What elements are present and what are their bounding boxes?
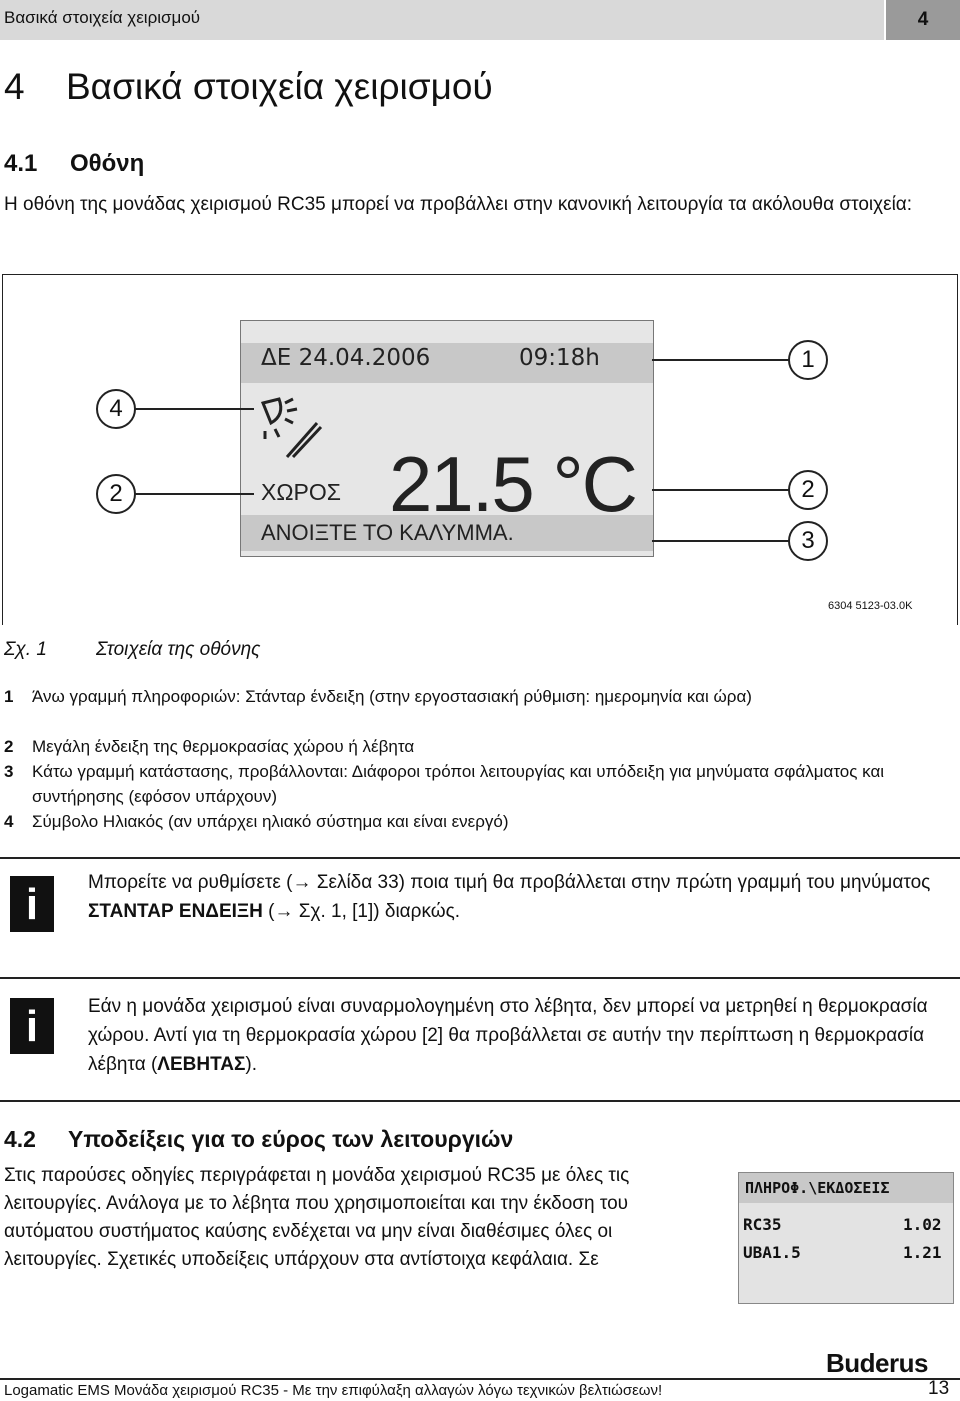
legend-key: 1	[4, 687, 14, 706]
version-row-value: 1.21	[903, 1243, 942, 1262]
legend-key: 3	[4, 762, 14, 781]
display-title: ΠΛΗΡΟΦ.\ΕΚΔΟΣΕΙΣ	[745, 1179, 890, 1197]
callout-1: 1	[788, 340, 828, 380]
info-icon: i	[10, 998, 54, 1054]
note-emphasis: ΛΕΒΗΤΑΣ	[157, 1054, 246, 1075]
legend-text: Μεγάλη ένδειξη της θερμοκρασίας χώρου ή λέβητα	[32, 737, 415, 756]
legend-text: Άνω γραμμή πληροφοριών: Στάνταρ ένδειξη (στην εργοστασιακή ρύθμιση: ημερομηνία και ώρα)	[32, 687, 752, 706]
legend-key: 4	[4, 812, 14, 831]
callout-line-3	[652, 540, 790, 542]
figure-caption-text: Στοιχεία της οθόνης	[96, 639, 261, 660]
section-heading	[4, 66, 493, 108]
arrow-icon: →	[274, 901, 294, 922]
version-row-name: UBA1.5	[743, 1243, 801, 1262]
subsection-number: 4.1	[4, 150, 38, 177]
version-info-display	[738, 1172, 954, 1304]
legend-item	[4, 809, 954, 834]
subsection-heading-4-1	[4, 150, 144, 178]
subsection-heading-4-2	[4, 1126, 513, 1153]
note-divider	[0, 1100, 960, 1102]
note-text-1: Μπορείτε να ρυθμίσετε (→ Σελίδα 33) ποια τιμή θα προβάλλεται στην πρώτη γραμμή του μηνύματος ΣΤΑΝΤΑΡ ΕΝΔΕΙΞΗ (→ Σχ. 1, [1]) διαρκώς.	[88, 872, 931, 922]
note-divider	[0, 857, 960, 859]
page-number: 13	[928, 1378, 950, 1399]
legend-item	[4, 734, 954, 759]
callout-2-left: 2	[96, 474, 136, 514]
subsection-title: Υποδείξεις για το εύρος των λειτουργιών	[68, 1126, 514, 1152]
callout-line-4	[134, 408, 254, 410]
figure-caption	[4, 639, 261, 661]
legend-key: 2	[4, 737, 14, 756]
callout-line-2-left	[134, 493, 254, 495]
footer-divider	[0, 1378, 960, 1380]
intro-paragraph: Η οθόνη της μονάδας χειρισμού RC35 μπορεί να προβάλλει στην κανονική λειτουργία τα ακόλουθα στοιχεία:	[4, 194, 913, 215]
callout-line-2-right	[652, 489, 790, 491]
legend-text: Κάτω γραμμή κατάστασης, προβάλλονται: Διάφοροι τρόποι λειτουργίας και υπόδειξη για μηνύματα σφάλματος και συντήρησης (εφόσον υπάρχουν)	[32, 762, 885, 806]
subsection-title: Οθόνη	[70, 150, 145, 177]
lcd-date: ΔΕ 24.04.2006	[261, 345, 431, 371]
info-icon: i	[10, 876, 54, 932]
lcd-room-label: ΧΩΡΟΣ	[261, 479, 341, 505]
callout-2-right: 2	[788, 470, 828, 510]
version-row-name: RC35	[743, 1215, 782, 1234]
callout-line-1	[652, 359, 790, 361]
version-row-value: 1.02	[903, 1215, 942, 1234]
note-emphasis: ΣΤΑΝΤΑΡ ΕΝΔΕΙΞΗ	[88, 901, 263, 922]
chapter-number: 4	[886, 0, 960, 40]
lcd-temperature: 21.5 °C	[389, 440, 637, 528]
figure-caption-number: Σχ. 1	[4, 639, 47, 660]
footer-text: Logamatic EMS Μονάδα χειρισμού RC35 - Με την επιφύλαξη αλλαγών λόγω τεχνικών βελτιώσεων!	[4, 1382, 663, 1399]
lcd-status-line: ΑΝΟΙΞΤΕ ΤΟ ΚΑΛΥΜΜΑ.	[261, 520, 514, 545]
subsection-number: 4.2	[4, 1126, 36, 1152]
buderus-logo: Buderus	[826, 1348, 928, 1378]
note-divider	[0, 977, 960, 979]
callout-4: 4	[96, 389, 136, 429]
callout-3: 3	[788, 521, 828, 561]
legend-item	[4, 759, 954, 809]
lcd-time: 09:18h	[519, 345, 600, 371]
legend-text: Σύμβολο Ηλιακός (αν υπάρχει ηλιακό σύστημα και είναι ενεργό)	[32, 812, 509, 831]
section-title: Βασικά στοιχεία χειρισμού	[66, 66, 493, 107]
scope-paragraph: Στις παρούσες οδηγίες περιγράφεται η μονάδα χειρισμού RC35 με όλες τις λειτουργίες. Ανάλογα με το λέβητα που χρησιμοποιείται και την έκδοση του αυτόματου συστήματος καύσης ενδέχεται να μην είναι διαθέσιμες όλες οι λειτουργίες. Σχετικές υποδείξεις υπάρχουν στα αντίστοιχα κεφάλαια. Σε	[4, 1165, 630, 1270]
section-number: 4	[4, 66, 25, 107]
lcd-display	[240, 320, 654, 557]
header-title: Βασικά στοιχεία χειρισμού	[4, 8, 201, 27]
legend-item	[4, 684, 954, 734]
figure-code: 6304 5123-03.0K	[828, 600, 913, 612]
solar-icon	[259, 393, 323, 459]
arrow-icon: →	[292, 872, 312, 893]
note-text-2: Εάν η μονάδα χειρισμού είναι συναρμολογημένη στο λέβητα, δεν μπορεί να μετρηθεί η θερμοκρασία χώρου. Αντί για τη θερμοκρασία χώρου [2] θα προβάλλεται σε αυτήν την περίπτωση η θερμοκρασία λέβητα (ΛΕΒΗΤΑΣ).	[88, 996, 928, 1075]
